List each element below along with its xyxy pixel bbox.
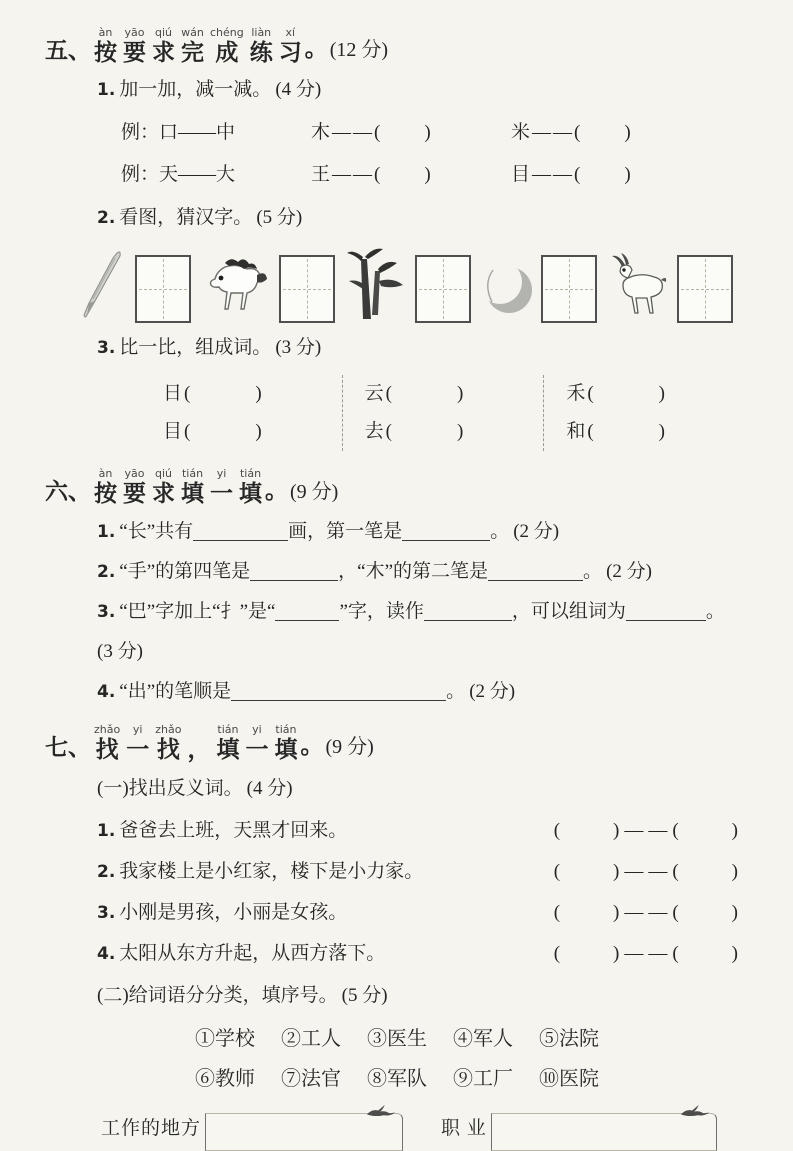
antonym-sentence-row [97, 857, 745, 887]
compare-cell[interactable]: 日( ) [163, 383, 264, 405]
compare-column [141, 375, 342, 451]
option-item: ①学校 [195, 1027, 255, 1050]
question-text: 。 [705, 600, 725, 622]
pinyin: xí [285, 26, 296, 39]
question-text: 。 [490, 520, 510, 542]
option-item: ⑦法官 [281, 1067, 341, 1090]
bamboo-image [345, 245, 407, 323]
header-char: 填 [216, 736, 240, 762]
sentence-text: 我家楼上是小红家，楼下是小力家。 [119, 860, 424, 882]
header-char: 填 [181, 481, 204, 507]
pinyin: yi [252, 722, 262, 736]
pinyin-char-pair [123, 467, 146, 506]
pinyin: qiú [154, 26, 172, 39]
answer-box[interactable] [541, 255, 597, 323]
question-5-3 [97, 333, 745, 363]
header-char: 求 [152, 40, 175, 65]
question-6-1 [97, 517, 745, 547]
pinyin: yi [216, 467, 227, 481]
category-box-workplace[interactable] [205, 1113, 403, 1151]
pinyin-char-pair [152, 467, 175, 506]
options-row-2 [195, 1063, 745, 1095]
pinyin-char-pair [181, 467, 204, 506]
question-score: (2 分) [469, 680, 516, 702]
question-6-2 [97, 557, 745, 587]
header-char: 成 [215, 40, 239, 65]
horse-image [201, 251, 271, 323]
question-5-2 [97, 203, 745, 233]
antonym-answer-pair[interactable]: ( )——( ) [553, 901, 743, 923]
question-6-4 [97, 677, 745, 707]
pinyin: liàn [251, 26, 272, 39]
sentence-text: 爸爸去上班，天黑才回来。 [119, 819, 348, 841]
option-item: ⑤法院 [539, 1027, 599, 1050]
header-char: 完 [181, 40, 204, 65]
pinyin-char-pair [187, 723, 210, 762]
pinyin-char-pair [181, 26, 204, 65]
sentence-text: 小刚是男孩，小丽是女孩。 [119, 901, 348, 923]
question-text: “巴”字加上“扌”是“ [119, 600, 276, 622]
header-char: 习 [278, 40, 302, 65]
question-5-1 [97, 75, 745, 105]
section-six-score: (9 分) [290, 480, 339, 503]
question-number: 3. [97, 601, 116, 622]
header-char: 找 [156, 736, 180, 762]
antonym-sentence-row [97, 898, 745, 928]
section-period: 。 [300, 732, 324, 758]
category-box-occupation[interactable] [491, 1113, 717, 1151]
option-item: ④军人 [453, 1027, 513, 1050]
option-item: ③医生 [367, 1027, 427, 1050]
option-item: ⑨工厂 [453, 1067, 513, 1090]
moon-image [481, 253, 533, 323]
pinyin-char-pair [216, 723, 239, 762]
options-row-1 [195, 1023, 745, 1055]
pinyin: chéng [210, 26, 244, 39]
section-seven-score: (9 分) [325, 735, 374, 758]
question-title: 加一加，减一减。 [119, 79, 272, 101]
subsection-text: 找出反义词。 [128, 777, 243, 799]
pinyin: yāo [124, 26, 145, 39]
pinyin: tián [181, 467, 204, 481]
blank-line[interactable] [193, 520, 288, 541]
picture-unit [345, 245, 471, 323]
pinyin-char-pair [250, 26, 273, 65]
pinyin-char-pair [245, 723, 268, 762]
fill-cell[interactable]: 王——( ) [311, 164, 433, 186]
blank-line[interactable] [488, 560, 583, 581]
pinyin: àn [98, 467, 113, 481]
section-seven-number: 七、 [45, 734, 91, 760]
blank-line[interactable] [424, 600, 512, 621]
option-item: ⑥教师 [195, 1067, 255, 1090]
section-six-number: 六、 [45, 479, 91, 505]
blank-line[interactable] [275, 600, 339, 621]
knife-image [73, 249, 127, 323]
antonym-answer-pair[interactable]: ( )——( ) [553, 860, 743, 882]
compare-cell[interactable]: 云( ) [364, 383, 466, 405]
picture-unit [73, 249, 191, 323]
blank-line[interactable] [250, 560, 338, 581]
pinyin-char-pair [279, 26, 302, 65]
subsection-two-title [97, 981, 745, 1011]
question-title: 比一比，组成词。 [119, 337, 272, 359]
answer-box[interactable] [677, 255, 733, 323]
question-number: 2. [97, 561, 116, 582]
pinyin-char-pair [94, 26, 117, 65]
fill-cell[interactable]: 木——( ) [311, 122, 433, 144]
header-char: 一 [245, 736, 269, 762]
pinyin: tián [275, 722, 297, 736]
header-char: 按 [94, 481, 117, 507]
compare-cell[interactable]: 去( ) [364, 421, 466, 443]
header-char: 练 [249, 40, 273, 65]
option-item: ②工人 [281, 1027, 341, 1050]
question-number: 4. [97, 681, 116, 702]
question-text: 。 [583, 560, 603, 582]
section-period: 。 [304, 36, 328, 62]
picture-unit [201, 251, 335, 323]
question-6-3 [97, 597, 745, 627]
compare-cell[interactable]: 禾( ) [566, 383, 667, 405]
section-five-number: 五、 [45, 38, 91, 63]
question-text: 画，第一笔是 [288, 520, 403, 542]
pinyin-char-pair [123, 26, 146, 65]
picture-strip [73, 245, 745, 323]
sentence-number: 3. [97, 902, 116, 923]
category-label-occupation: 职 业 [441, 1117, 487, 1139]
pinyin: tián [217, 722, 239, 736]
question-text: “出”的笔顺是 [119, 680, 232, 702]
question-score: (3 分) [275, 337, 322, 359]
question-score: (3 分) [97, 640, 143, 662]
sentence-number: 4. [97, 943, 116, 964]
question-score: (5 分) [256, 207, 303, 229]
antonym-sentence-row [97, 939, 745, 969]
compare-grid [141, 375, 745, 451]
pinyin-char-pair [210, 467, 233, 506]
blank-line[interactable] [402, 520, 490, 541]
question-title: 看图，猜汉字。 [119, 207, 253, 229]
example-text: 例：天——大 [121, 164, 236, 186]
question-text: ，可以组词为 [511, 600, 626, 622]
bird-icon [365, 1103, 397, 1120]
subsection-label: (一) [97, 777, 129, 799]
header-char: 一 [210, 481, 233, 507]
compare-column [342, 375, 544, 451]
pinyin-char-pair [152, 26, 175, 65]
compare-cell[interactable]: 和( ) [566, 421, 667, 443]
fill-cell[interactable]: 米——( ) [511, 122, 633, 144]
header-char: 求 [152, 481, 175, 507]
sentence-number: 1. [97, 820, 116, 841]
pinyin-char-pair [239, 467, 262, 506]
subsection-text: 给词语分分类，填序号。 [128, 984, 338, 1006]
pinyin-char-pair [94, 723, 120, 762]
subsection-score: (4 分) [246, 777, 293, 799]
question-number: 1. [97, 521, 116, 542]
question-text: ，“木”的第二笔是 [338, 560, 489, 582]
blank-line[interactable] [231, 680, 446, 701]
question-text: “手”的第四笔是 [119, 560, 251, 582]
header-char: ， [187, 736, 211, 762]
sentence-text: 太阳从东方升起，从西方落下。 [119, 942, 386, 964]
bird-icon [679, 1103, 711, 1120]
pinyin-char-pair [94, 467, 117, 506]
goat-image [607, 251, 669, 323]
question-score: (4 分) [275, 79, 322, 101]
header-char: 按 [94, 40, 117, 65]
answer-box[interactable] [135, 255, 191, 323]
category-row [101, 1113, 745, 1151]
section-six-header [45, 467, 745, 506]
category-label-workplace: 工作的地方 [101, 1117, 202, 1139]
question-score: (2 分) [606, 560, 652, 582]
antonym-answer-pair[interactable]: ( )——( ) [553, 942, 743, 964]
blank-line[interactable] [626, 600, 706, 621]
question-text: 。 [446, 680, 466, 702]
pinyin-char-pair [155, 723, 181, 762]
header-char: 要 [123, 40, 146, 65]
antonym-answer-pair[interactable]: ( )——( ) [553, 819, 743, 841]
picture-unit [607, 251, 733, 323]
question-text: ”字，读作 [339, 600, 424, 622]
antonym-sentence-row [97, 816, 745, 846]
sentence-number: 2. [97, 861, 116, 882]
question-text: “长”共有 [119, 520, 194, 542]
section-period: 。 [265, 477, 288, 503]
add-subtract-row [121, 161, 745, 189]
fill-cell[interactable]: 目——( ) [511, 164, 633, 186]
pinyin: yāo [124, 467, 145, 481]
compare-column [543, 375, 745, 451]
question-number: 1. [97, 80, 116, 101]
pinyin-char-pair [126, 723, 149, 762]
pinyin: yi [132, 722, 143, 736]
example-text: 例：口——中 [121, 122, 236, 144]
picture-unit [481, 253, 597, 323]
subsection-score: (5 分) [341, 984, 388, 1006]
section-seven-header [45, 723, 745, 762]
add-subtract-row [121, 119, 745, 147]
answer-box[interactable] [415, 255, 471, 323]
pinyin: àn [98, 26, 113, 39]
option-item: ⑧军队 [367, 1067, 427, 1090]
header-char: 一 [126, 736, 150, 762]
header-char: 找 [95, 736, 119, 762]
header-char: 填 [274, 736, 298, 762]
pinyin: qiú [154, 467, 172, 481]
header-char: 要 [123, 481, 146, 507]
subsection-label: (二) [97, 984, 129, 1006]
answer-box[interactable] [279, 255, 335, 323]
compare-cell[interactable]: 目( ) [163, 421, 264, 443]
option-item: ⑩医院 [539, 1067, 599, 1090]
pinyin-char-pair [274, 723, 297, 762]
subsection-one-title [97, 774, 745, 804]
section-five-header [45, 26, 745, 65]
question-6-3-score-line [97, 637, 745, 667]
header-char: 填 [239, 481, 262, 507]
question-number: 2. [97, 208, 116, 229]
question-number: 3. [97, 338, 116, 359]
pinyin: wán [181, 26, 204, 39]
section-five-score: (12 分) [329, 39, 389, 62]
pinyin: tián [239, 467, 262, 481]
pinyin: zhǎo [94, 722, 121, 736]
question-score: (2 分) [513, 520, 560, 542]
pinyin-char-pair [210, 26, 244, 65]
pinyin: zhǎo [155, 722, 182, 736]
